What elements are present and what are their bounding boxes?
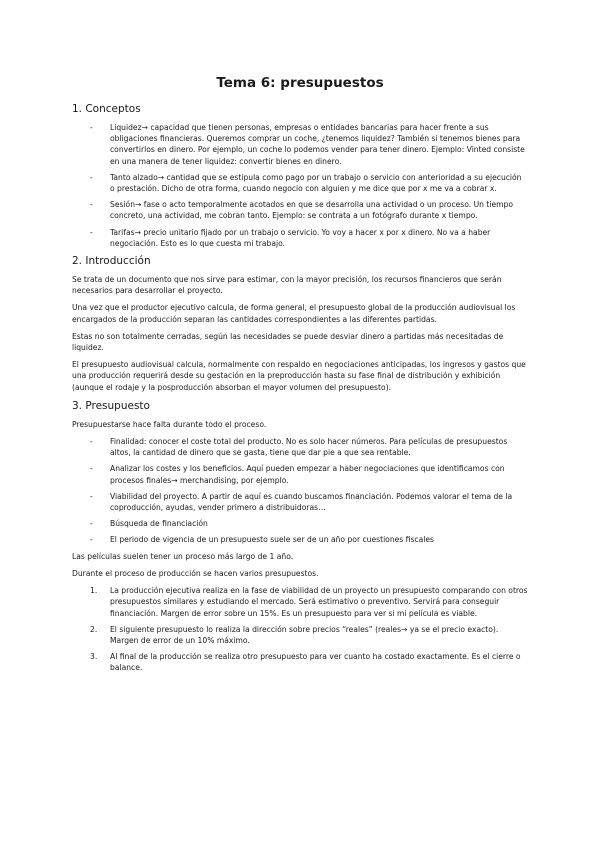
list-item-text: Búsqueda de financiación <box>110 519 208 529</box>
paragraph: Las películas suelen tener un proceso más largo de 1 año. <box>72 551 294 561</box>
paragraph: Presupuestarse hace falta durante todo el proceso. <box>72 419 267 429</box>
bullet-marker: - <box>90 437 93 447</box>
list-item-text: Sesión→ fase o acto temporalmente acotados en que se desarrolla una actividad o un proceso. Un tiempo concreto, una actividad, me cobran tanto. Ejemplo: se contrata a un fotógrafo durante x tiempo. <box>110 200 514 221</box>
list-item-text: Tarifas→ precio unitario fijado por un trabajo o servicio. Yo voy a hacer x por x dinero. No va a haber negociación. Esto es lo que cuesta mi trabajo. <box>110 227 491 248</box>
list-item-text: Analizar los costes y los beneficios. Aquí pueden empezar a haber negociaciones que identificamos con procesos finales→ merchandising, por ejemplo. <box>110 464 505 485</box>
list-item <box>72 651 528 673</box>
number-marker: 1. <box>90 586 98 596</box>
section-introduccion <box>72 254 528 393</box>
paragraph: Se trata de un documento que nos sirve para estimar, con la mayor precisión, los recursos financieros que serán necesarios para desarrollar el proyecto. <box>72 275 502 296</box>
paragraph: Durante el proceso de producción se hacen varios presupuestos. <box>72 568 319 578</box>
list-item-text: El periodo de vigencia de un presupuesto suele ser de un año por cuestiones fiscales <box>110 535 434 545</box>
bullet-marker: - <box>90 519 93 529</box>
list-item-text: Finalidad: conocer el coste total del producto. No es solo hacer números. Para películas de presupuestos altos, la cantidad de dinero que se gasta, tiene que dar pie a que sea rentable. <box>110 437 508 458</box>
section-heading: 3. Presupuesto <box>72 399 150 412</box>
paragraph: El presupuesto audiovisual calcula, normalmente con respaldo en negociaciones anticipadas, los ingresos y gastos que una producción requerirá desde su gestación en la preproducción hasta su fase final de distribución y exhibición (aunque el rodaje y la posproducción absorban el mayor volumen del presupuesto). <box>72 360 526 392</box>
list-item <box>72 122 528 167</box>
section-heading: 1. Conceptos <box>72 103 141 115</box>
document-page <box>72 74 528 679</box>
bullet-marker: - <box>90 227 93 237</box>
paragraph: Una vez que el productor ejecutivo calcula, de forma general, el presupuesto global de la producción audiovisual los encargados de la producción separan las cantidades correspondientes a las diferentes partidas. <box>72 303 516 324</box>
list-item-text: Tanto alzado→ cantidad que se estipula como pago por un trabajo o servicio con anterioridad a su ejecución o prestación. Dicho de otra forma, cuando negocio con alguien y me dice que por x me va a cobrar x. <box>110 172 522 194</box>
list-item <box>72 518 528 529</box>
section-conceptos <box>72 102 528 249</box>
list-item-text: Viabilidad del proyecto. A partir de aquí es cuando buscamos financiación. Podemos valorar el tema de la coproducción, ayudas, vender primero a distribuidoras… <box>110 491 513 513</box>
list-item <box>72 436 528 458</box>
list-item <box>72 227 528 249</box>
list-item <box>72 172 528 194</box>
list-item <box>72 585 528 619</box>
list-item-text: Al final de la producción se realiza otro presupuesto para ver cuanto ha costado exactamente. Es el cierre o balance. <box>110 652 521 673</box>
list-item <box>72 624 528 646</box>
list-item-text: El siguiente presupuesto lo realiza la dirección sobre precios “reales” (reales→ ya se el precio exacto). Margen de error de un 10% máximo. <box>110 624 499 645</box>
bullet-marker: - <box>90 491 93 501</box>
list-item <box>72 463 528 485</box>
section-heading: 2. Introducción <box>72 255 151 268</box>
section-presupuesto <box>72 399 528 674</box>
list-item-text: Liquidez→ capacidad que tienen personas, empresas o entidades bancarias para hacer frente a sus obligaciones financieras. Queremos comprar un coche, ¿tenemos liquidez? También si tenemos bienes para convertirlos en dinero. Por ejemplo, un coche lo podemos vender para tener dinero. Ejemplo: Vinted consiste en una manera de tener liquidez: convertir bienes en dinero. <box>110 123 525 166</box>
bullet-marker: - <box>90 172 93 182</box>
list-item <box>72 534 528 545</box>
bullet-marker: - <box>90 535 93 545</box>
number-marker: 3. <box>90 652 98 662</box>
presupuesto-list <box>72 436 528 546</box>
list-item <box>72 491 528 513</box>
list-item <box>72 199 528 221</box>
list-item-text: La producción ejecutiva realiza en la fase de viabilidad de un proyecto un presupuesto comparando con otros presupuestos similares y estudiando el mercado. Será estimativo o preventivo. Servirá para conseguir financiación. Margen de error sobre un 15%. Es un presupuesto para ver si mi película es viable. <box>110 586 528 618</box>
page-title: Tema 6: presupuestos <box>216 75 384 91</box>
bullet-marker: - <box>90 464 93 474</box>
bullet-marker: - <box>90 123 93 132</box>
concepts-list <box>72 122 528 249</box>
number-marker: 2. <box>90 624 98 634</box>
numbered-list <box>72 585 528 673</box>
paragraph: Estas no son totalmente cerradas, según las necesidades se puede desviar dinero a partidas más necesitadas de liquidez. <box>72 331 504 353</box>
bullet-marker: - <box>90 200 93 210</box>
